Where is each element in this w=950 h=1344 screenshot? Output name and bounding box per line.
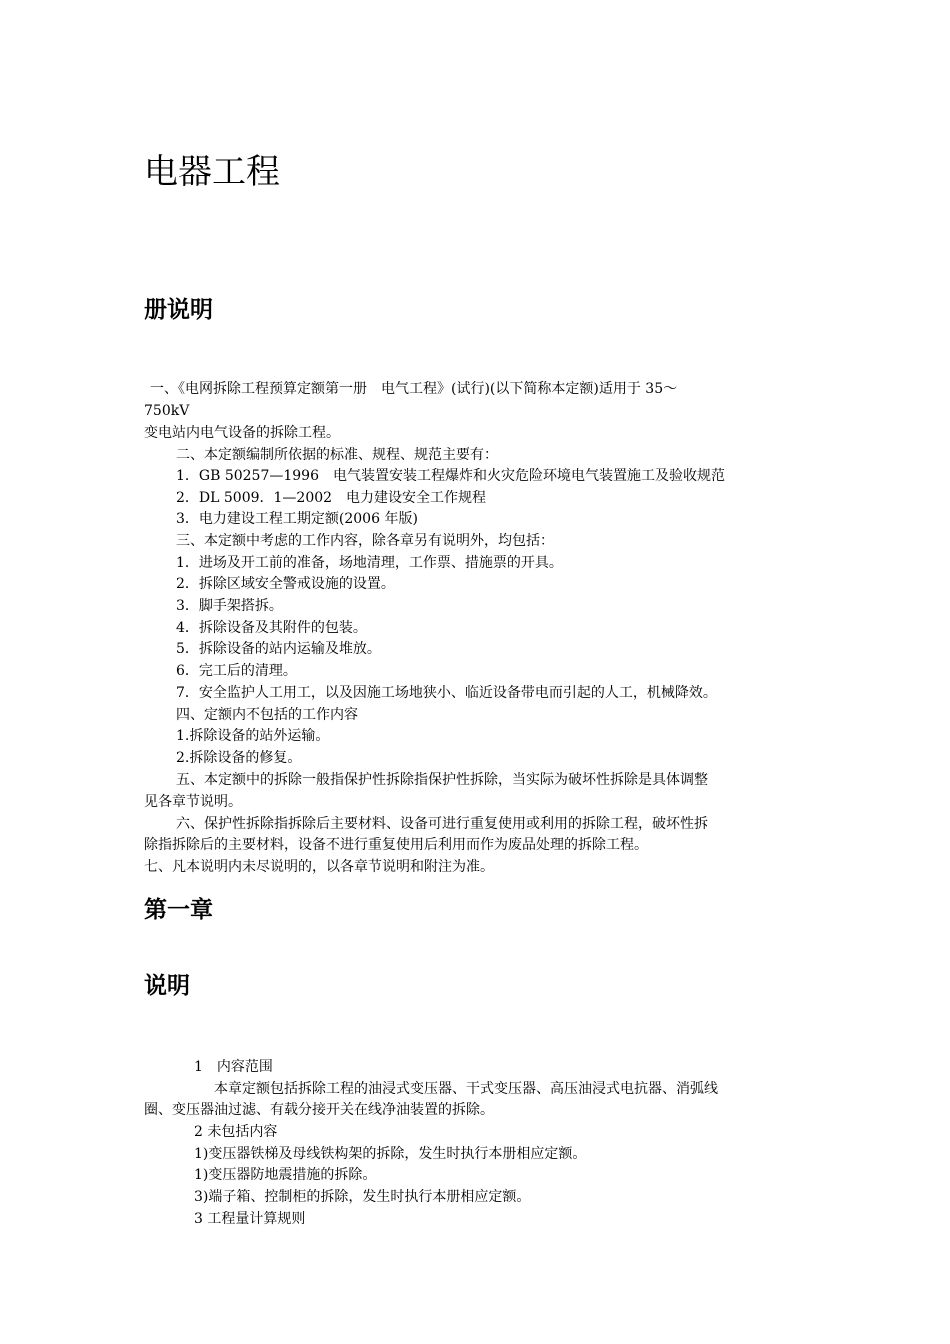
document-title: 电器工程 bbox=[144, 152, 280, 192]
paragraph-line: 2．DL 5009．1—2002 电力建设安全工作规程 bbox=[176, 490, 487, 506]
paragraph-line: 2 未包括内容 bbox=[194, 1124, 278, 1140]
paragraph-line: 变电站内电气设备的拆除工程。 bbox=[144, 425, 340, 441]
paragraph-line: 二、本定额编制所依据的标准、规程、规范主要有： bbox=[176, 447, 498, 463]
paragraph-line: 1.拆除设备的站外运输。 bbox=[176, 728, 330, 744]
paragraph-line: 4．拆除设备及其附件的包装。 bbox=[176, 620, 367, 636]
paragraph-line: 圈、变压器油过滤、有载分接开关在线净油装置的拆除。 bbox=[144, 1102, 494, 1118]
paragraph-line: 五、本定额中的拆除一般指保护性拆除指保护性拆除，当实际为破坏性拆除是具体调整 bbox=[176, 772, 708, 788]
paragraph-line: 2．拆除区域安全警戒设施的设置。 bbox=[176, 576, 395, 592]
paragraph-line: 5．拆除设备的站内运输及堆放。 bbox=[176, 641, 381, 657]
paragraph-line: 见各章节说明。 bbox=[144, 794, 242, 810]
paragraph-line: 7．安全监护人工用工，以及因施工场地狭小、临近设备带电而引起的人工，机械降效。 bbox=[176, 685, 717, 701]
paragraph-line: 3．电力建设工程工期定额(2006 年版) bbox=[176, 511, 418, 527]
paragraph-line: 六、保护性拆除指拆除后主要材料、设备可进行重复使用或利用的拆除工程，破坏性拆 bbox=[176, 816, 708, 832]
paragraph-line: 三、本定额中考虑的工作内容，除各章另有说明外，均包括： bbox=[176, 533, 554, 549]
paragraph-line: 6．完工后的清理。 bbox=[176, 663, 297, 679]
paragraph-line: 1)变压器防地震措施的拆除。 bbox=[194, 1167, 377, 1183]
paragraph-line: 1．进场及开工前的准备，场地清理，工作票、措施票的开具。 bbox=[176, 555, 563, 571]
paragraph-line: 3 工程量计算规则 bbox=[194, 1211, 306, 1227]
chapter-subheading: 说明 bbox=[144, 972, 190, 999]
paragraph-line: 3)端子箱、控制柜的拆除，发生时执行本册相应定额。 bbox=[194, 1189, 531, 1205]
paragraph-line: 四、定额内不包括的工作内容 bbox=[176, 707, 358, 723]
paragraph-line: 一、《电网拆除工程预算定额第一册 电气工程》(试行)(以下简称本定额)适用于 35～ bbox=[150, 381, 678, 397]
paragraph-line: 本章定额包括拆除工程的油浸式变压器、干式变压器、高压油浸式电抗器、消弧线 bbox=[214, 1081, 718, 1097]
paragraph-line: 1．GB 50257—1996 电气装置安装工程爆炸和火灾危险环境电气装置施工及验收规范 bbox=[176, 468, 725, 484]
paragraph-line: 七、凡本说明内未尽说明的，以各章节说明和附注为准。 bbox=[144, 859, 494, 875]
section-heading-volume-notes: 册说明 bbox=[144, 297, 213, 323]
paragraph-line: 2.拆除设备的修复。 bbox=[176, 750, 302, 766]
paragraph-line: 3．脚手架搭拆。 bbox=[176, 598, 283, 614]
paragraph-line: 除指拆除后的主要材料，设备不进行重复使用后利用而作为废品处理的拆除工程。 bbox=[144, 837, 648, 853]
chapter-heading: 第一章 bbox=[144, 897, 213, 923]
paragraph-line: 750kV bbox=[144, 403, 190, 419]
paragraph-line: 1 内容范围 bbox=[194, 1059, 273, 1075]
paragraph-line: 1)变压器铁梯及母线铁构架的拆除，发生时执行本册相应定额。 bbox=[194, 1146, 587, 1162]
